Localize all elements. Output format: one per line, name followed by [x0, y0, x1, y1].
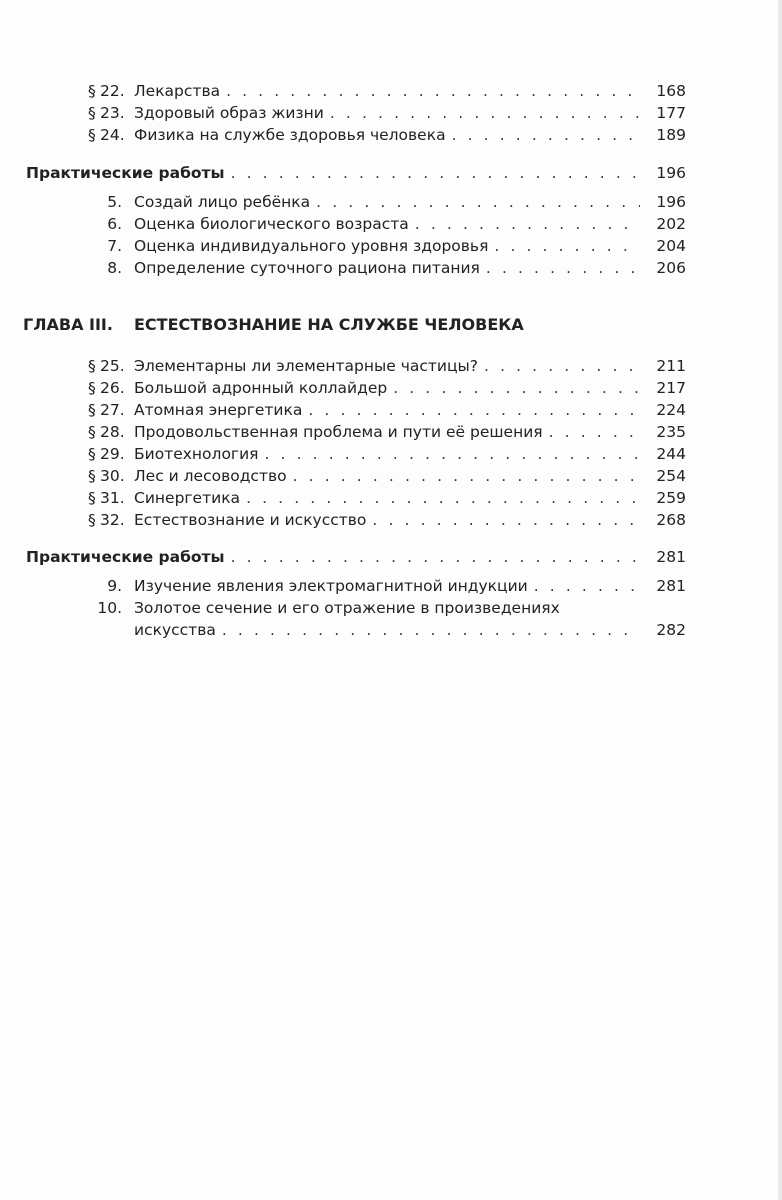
entry-page: 235 [656, 423, 686, 441]
toc-entry[interactable] [0, 235, 782, 257]
practical-title: Практические работы [26, 548, 225, 566]
entry-number: 32. [100, 511, 125, 529]
entry-leader [134, 355, 640, 377]
section-sign: § [88, 82, 96, 100]
toc-entry-continuation[interactable] [0, 619, 782, 641]
section-sign: § [88, 467, 96, 485]
entry-leader [134, 377, 640, 399]
chapter-label: ГЛАВА III. [23, 315, 113, 334]
entry-title: Продовольственная проблема и пути её решения [134, 423, 543, 441]
entry-number: 25. [100, 357, 125, 375]
entry-title: Оценка биологического возраста [134, 215, 409, 233]
entry-number: 8. [107, 259, 122, 277]
entry-leader [134, 509, 640, 531]
section-sign: § [88, 126, 96, 144]
entry-title: Оценка индивидуального уровня здоровья [134, 237, 489, 255]
entry-title: Естествознание и искусство [134, 511, 367, 529]
section-sign: § [88, 104, 96, 122]
toc-entry[interactable] [0, 509, 782, 531]
toc-entry[interactable] [0, 102, 782, 124]
entry-leader [134, 213, 640, 235]
entry-leader [134, 102, 640, 124]
entry-page: 224 [656, 401, 686, 419]
entry-page: 254 [656, 467, 686, 485]
entry-title: Определение суточного рациона питания [134, 259, 480, 277]
entry-title: Создай лицо ребёнка [134, 193, 311, 211]
toc-entry[interactable] [0, 191, 782, 213]
section-sign: § [88, 489, 96, 507]
section-sign: § [88, 511, 96, 529]
entry-number: 24. [100, 126, 125, 144]
toc-practical-heading[interactable] [0, 162, 782, 184]
entry-page: 268 [656, 511, 686, 529]
entry-leader [134, 575, 640, 597]
entry-page: 168 [656, 82, 686, 100]
toc-entry[interactable] [0, 257, 782, 279]
entry-page: 281 [656, 548, 686, 566]
entry-title: Здоровый образ жизни [134, 104, 324, 122]
entry-title: Синергетика [134, 489, 241, 507]
entry-number: 22. [100, 82, 125, 100]
entry-number: 27. [100, 401, 125, 419]
entry-leader [134, 80, 640, 102]
toc-entry[interactable] [0, 575, 782, 597]
entry-leader [134, 619, 640, 641]
entry-page: 244 [656, 445, 686, 463]
entry-title-line2: искусства [134, 621, 216, 639]
toc-entry[interactable] [0, 421, 782, 443]
entry-number: 23. [100, 104, 125, 122]
entry-number: 9. [107, 577, 122, 595]
entry-number: 31. [100, 489, 125, 507]
toc-entry[interactable] [0, 213, 782, 235]
entry-leader [134, 235, 640, 257]
practical-title: Практические работы [26, 164, 225, 182]
toc-entry[interactable] [0, 355, 782, 377]
entry-title: Большой адронный коллайдер [134, 379, 388, 397]
section-sign: § [88, 401, 96, 419]
section-sign: § [88, 445, 96, 463]
entry-page: 202 [656, 215, 686, 233]
entry-leader [26, 546, 640, 568]
entry-title: Лес и лесоводство [134, 467, 287, 485]
toc-practical-heading[interactable] [0, 546, 782, 568]
toc-entry[interactable] [0, 399, 782, 421]
entry-page: 206 [656, 259, 686, 277]
entry-leader [134, 257, 640, 279]
entry-title-line1: Золотое сечение и его отражение в произведениях [134, 599, 560, 617]
entry-leader [134, 399, 640, 421]
entry-leader [134, 465, 640, 487]
entry-number: 30. [100, 467, 125, 485]
entry-page: 204 [656, 237, 686, 255]
entry-page: 196 [656, 193, 686, 211]
toc-entry[interactable] [0, 465, 782, 487]
entry-number: 28. [100, 423, 125, 441]
entry-number: 10. [97, 599, 122, 617]
entry-title: Изучение явления электромагнитной индукции [134, 577, 528, 595]
entry-number: 29. [100, 445, 125, 463]
entry-title: Лекарства [134, 82, 221, 100]
toc-entry[interactable] [0, 80, 782, 102]
entry-leader [134, 421, 640, 443]
chapter-title: ЕСТЕСТВОЗНАНИЕ НА СЛУЖБЕ ЧЕЛОВЕКА [134, 315, 524, 334]
entry-leader [134, 124, 640, 146]
entry-number: 5. [107, 193, 122, 211]
section-sign: § [88, 357, 96, 375]
entry-page: 211 [656, 357, 686, 375]
entry-leader [134, 487, 640, 509]
entry-title: Биотехнология [134, 445, 259, 463]
toc-entry[interactable] [0, 597, 782, 619]
entry-page: 177 [656, 104, 686, 122]
entry-number: 26. [100, 379, 125, 397]
toc-entry[interactable] [0, 124, 782, 146]
entry-page: 281 [656, 577, 686, 595]
entry-leader [134, 191, 640, 213]
entry-title: Элементарны ли элементарные частицы? [134, 357, 479, 375]
section-sign: § [88, 379, 96, 397]
entry-page: 189 [656, 126, 686, 144]
toc-entry[interactable] [0, 487, 782, 509]
entry-number: 7. [107, 237, 122, 255]
entry-leader [134, 443, 640, 465]
section-sign: § [88, 423, 96, 441]
entry-page: 259 [656, 489, 686, 507]
toc-entry[interactable] [0, 443, 782, 465]
entry-page: 196 [656, 164, 686, 182]
entry-page: 282 [656, 621, 686, 639]
entry-number: 6. [107, 215, 122, 233]
entry-title: Физика на службе здоровья человека [134, 126, 446, 144]
toc-entry[interactable] [0, 377, 782, 399]
entry-title: Атомная энергетика [134, 401, 303, 419]
entry-page: 217 [656, 379, 686, 397]
entry-leader [26, 162, 640, 184]
